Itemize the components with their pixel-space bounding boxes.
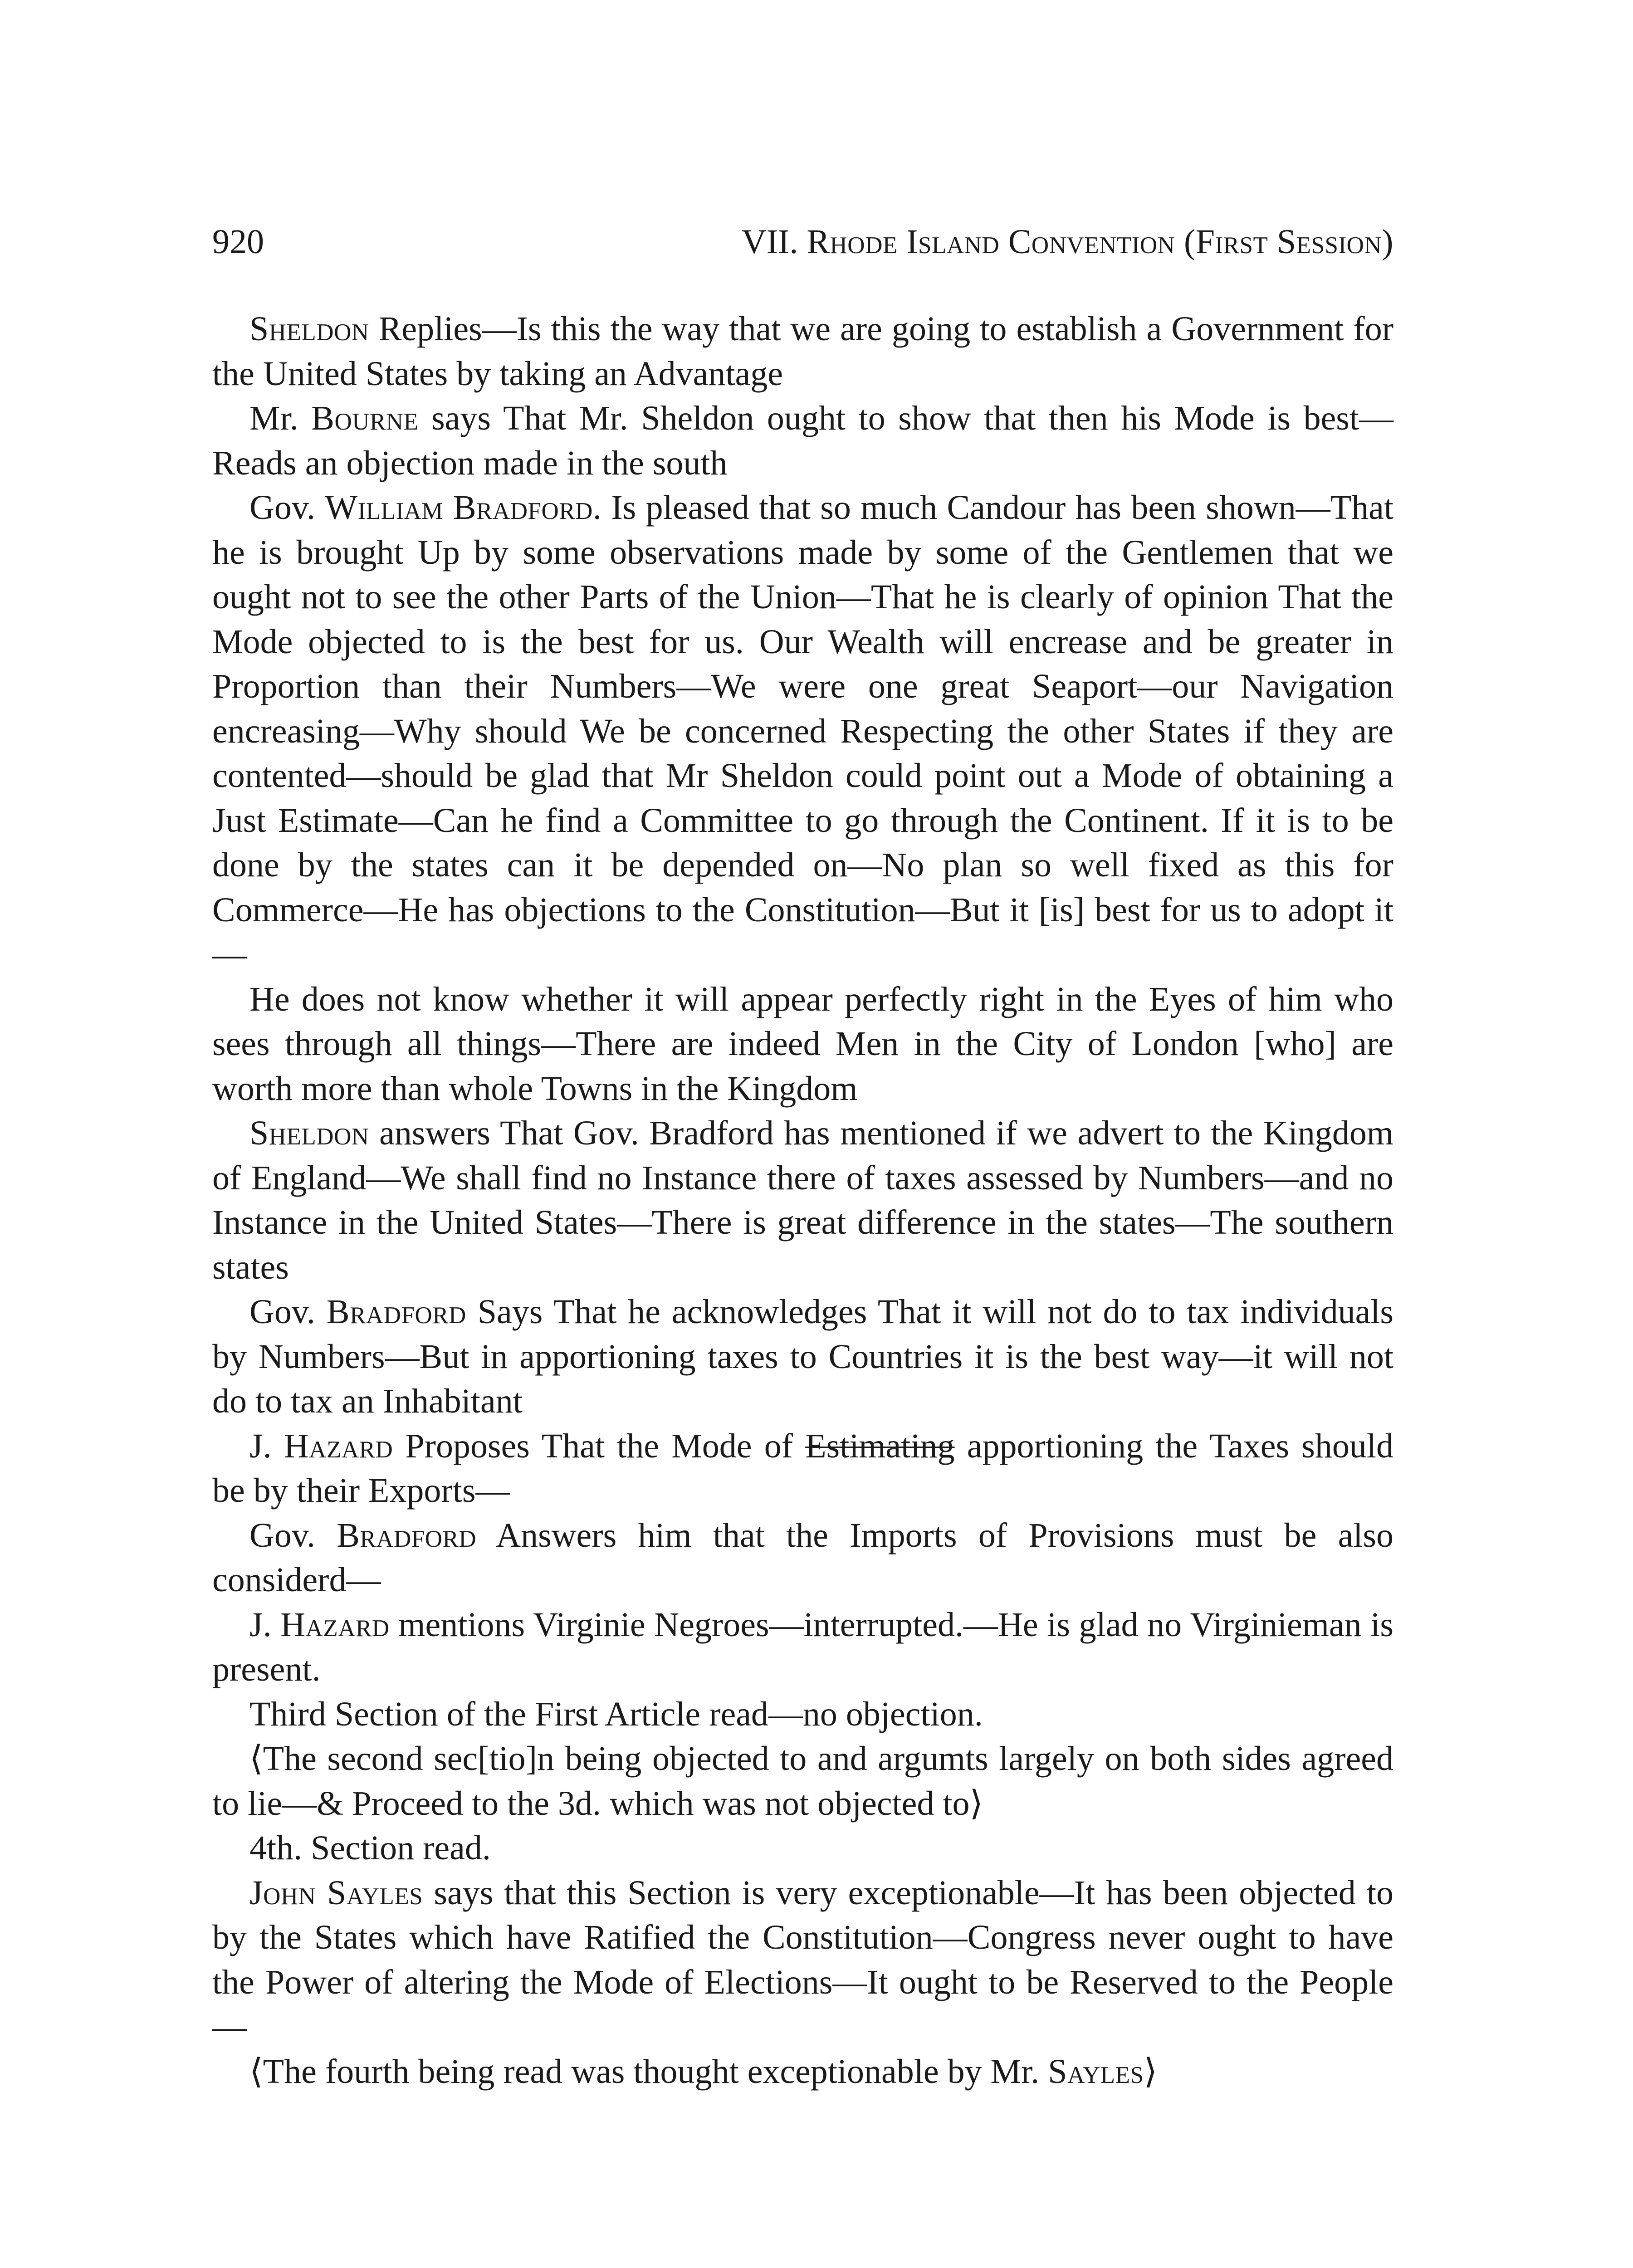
paragraph-text: 4th. Section read. <box>249 1829 491 1867</box>
page-number: 920 <box>212 223 264 261</box>
speaker-name: Bradford <box>337 1516 477 1554</box>
paragraph-hazard-mentions <box>212 1603 1393 1692</box>
paragraph-text: says That Mr. Sheldon ought to show that then his Mode is best—Reads an objection made in the south <box>212 399 1393 482</box>
paragraph-sheldon-answers <box>212 1111 1393 1290</box>
paragraph-fourth-section-read <box>212 1826 1393 1871</box>
speaker-name: Sayles <box>1048 2052 1144 2091</box>
paragraph-fourth-exceptionable <box>212 2049 1393 2094</box>
speaker-title: Gov. <box>249 1293 327 1331</box>
paragraph-text: Says That he acknowledges That it will not do to tax individuals by Numbers—But in apportioning taxes to Countries it is the best way—it will not do to tax an Inhabitant <box>212 1293 1394 1420</box>
speaker-title: Mr. <box>249 399 312 437</box>
paragraph-text: says that this Section is very exceptionable—It has been objected to by the States which have Ratified the Constitution—Congress never ought to have the Power of altering the Mode of Elections—It ought to be Reserved to the People— <box>212 1873 1393 2046</box>
paragraph-text: He does not know whether it will appear perfectly right in the Eyes of him who sees through all things—There are indeed Men in the City of London [who] are worth more than whole Towns in the Kingdom <box>212 980 1393 1108</box>
running-head <box>212 217 1393 267</box>
paragraph-eyes-of-him <box>212 977 1393 1111</box>
speaker-title: Gov. <box>249 1516 337 1554</box>
paragraph-text: answers That Gov. Bradford has mentioned if we advert to the Kingdom of England—We shall find no Instance there of taxes assessed by Numbers—and no Instance in the United States—There is great difference in the states—The southern states <box>212 1114 1393 1286</box>
paragraph-bradford-says <box>212 1290 1393 1424</box>
paragraph-text: ⟨The second sec[tio]n being objected to and argumts largely on both sides agreed to lie—& Proceed to the 3d. which was not objected to⟩ <box>212 1740 1393 1823</box>
section-title-smallcaps: Rhode Island Convention (First Session) <box>807 223 1393 261</box>
paragraph-second-section-note <box>212 1736 1393 1826</box>
paragraph-hazard-proposes <box>212 1424 1393 1513</box>
section-title-prefix: VII. <box>741 223 807 261</box>
speaker-name: William Bradford <box>325 489 593 527</box>
paragraph-john-sayles <box>212 1871 1393 2049</box>
speaker-name: Sheldon <box>249 1114 369 1152</box>
paragraph-bradford-answers <box>212 1513 1393 1603</box>
speaker-name: Bradford <box>326 1293 466 1331</box>
speaker-title: J. <box>249 1605 281 1644</box>
paragraph-text: mentions Virginie Negroes—interrupted.—He is glad no Virginieman is present. <box>212 1605 1393 1688</box>
paragraph-text: Third Section of the First Article read—no objection. <box>249 1695 983 1733</box>
paragraph-text: . Is pleased that so much Candour has been shown—That he is brought Up by some observations made by some of the Gentlemen that we ought not to see the other Parts of the Union—That he is clearly of opinion That the Mode objected to is the best for us. Our Wealth will encrease and be greater in Proportion than their Numbers—We were one great Seaport—our Navigation encreasing—Why should We be concerned Respecting the other States if they are contented—should be glad that Mr Sheldon could point out a Mode of obtaining a Just Estimate—Can he find a Committee to go through the Continent. If it is to be done by the states can it be depended on—No plan so well fixed as this for Commerce—He has objections to the Constitution—But it [is] best for us to adopt it— <box>212 489 1393 973</box>
paragraph-william-bradford <box>212 485 1393 977</box>
body-text <box>212 307 1393 2094</box>
paragraph-sheldon-replies <box>212 307 1393 396</box>
speaker-name: Sheldon <box>249 310 369 348</box>
paragraph-text: apportioning the Taxes should be by their Exports— <box>212 1427 1393 1510</box>
paragraph-bourne <box>212 396 1393 485</box>
paragraph-text: ⟨The fourth being read was thought exceptionable by Mr. <box>249 2052 1048 2091</box>
paragraph-text: Proposes That the Mode of <box>393 1427 806 1465</box>
speaker-name: Hazard <box>280 1605 390 1644</box>
paragraph-text: Answers him that the Imports of Provisions must be also considerd— <box>212 1516 1393 1599</box>
struck-word: Estimating <box>805 1427 955 1465</box>
speaker-name: Bourne <box>311 399 419 437</box>
paragraph-text: Replies—Is this the way that we are going to establish a Government for the United States by taking an Advantage <box>212 310 1393 393</box>
speaker-name: John Sayles <box>249 1873 423 1912</box>
section-title <box>742 217 1393 267</box>
paragraph-text: ⟩ <box>1144 2052 1158 2091</box>
speaker-title: J. <box>249 1427 284 1465</box>
speaker-title: Gov. <box>249 489 325 527</box>
speaker-name: Hazard <box>284 1427 393 1465</box>
paragraph-third-section <box>212 1692 1393 1737</box>
